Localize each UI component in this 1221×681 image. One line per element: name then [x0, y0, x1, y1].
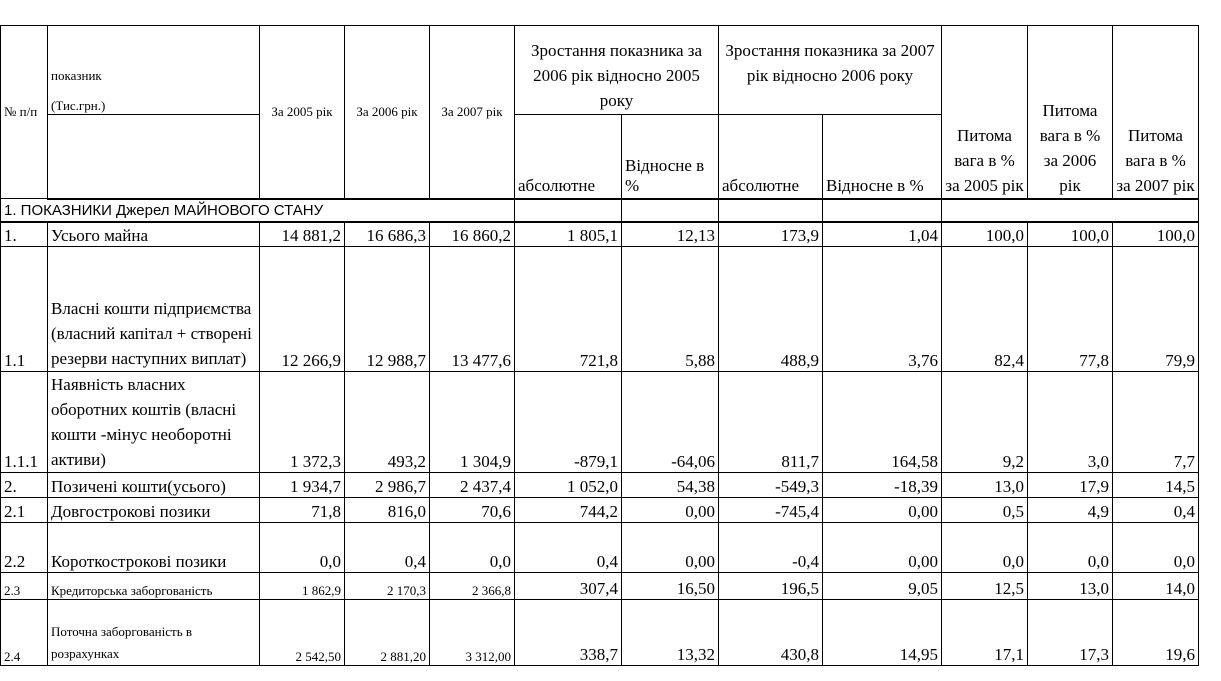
cell-rel2: 164,58 — [823, 372, 942, 473]
header-growth-2007: Зростання показника за 2007 рік відносно 2006 року — [719, 26, 942, 115]
cell-share-2006: 17,3 — [1028, 600, 1113, 666]
header-unit: (Тис.грн.) — [51, 98, 106, 113]
section-blank-rel2 — [823, 199, 942, 222]
cell-2006: 493,2 — [345, 372, 430, 473]
cell-share-2005: 17,1 — [942, 600, 1028, 666]
row-num: 2. — [1, 473, 48, 498]
cell-2005: 12 266,9 — [260, 247, 345, 372]
cell-share-2006: 17,9 — [1028, 473, 1113, 498]
cell-2006: 2 170,3 — [345, 573, 430, 600]
cell-abs2: -0,4 — [719, 523, 823, 573]
section-title: 1. ПОКАЗНИКИ Джерел МАЙНОВОГО СТАНУ — [1, 199, 515, 222]
row-num: 1. — [1, 222, 48, 247]
cell-share-2006: 4,9 — [1028, 498, 1113, 523]
cell-rel1: 54,38 — [622, 473, 719, 498]
cell-share-2007: 100,0 — [1113, 222, 1199, 247]
cell-rel1: 16,50 — [622, 573, 719, 600]
cell-share-2007: 0,0 — [1113, 523, 1199, 573]
cell-abs1: 338,7 — [515, 600, 622, 666]
cell-2007: 0,0 — [430, 523, 515, 573]
cell-share-2005: 0,5 — [942, 498, 1028, 523]
cell-2006: 12 988,7 — [345, 247, 430, 372]
cell-abs1: 744,2 — [515, 498, 622, 523]
row-name: Позичені кошти(усього) — [48, 473, 260, 498]
cell-rel1: -64,06 — [622, 372, 719, 473]
cell-rel2: 9,05 — [823, 573, 942, 600]
row-num: 1.1 — [1, 247, 48, 372]
cell-abs1: 307,4 — [515, 573, 622, 600]
cell-rel1: 0,00 — [622, 523, 719, 573]
header-growth-2006: Зростання показника за 2006 рік відносно 2005 року — [515, 26, 719, 115]
table-row — [1, 523, 1199, 573]
cell-share-2005: 0,0 — [942, 523, 1028, 573]
cell-rel2: 0,00 — [823, 498, 942, 523]
cell-2005: 1 934,7 — [260, 473, 345, 498]
cell-rel1: 0,00 — [622, 498, 719, 523]
cell-share-2005: 100,0 — [942, 222, 1028, 247]
table-row — [1, 600, 1199, 666]
row-num: 2.2 — [1, 523, 48, 573]
section-blank-rel1 — [622, 199, 719, 222]
table-row — [1, 372, 1199, 473]
cell-share-2007: 14,0 — [1113, 573, 1199, 600]
cell-rel2: 1,04 — [823, 222, 942, 247]
cell-abs2: -549,3 — [719, 473, 823, 498]
header-2006: За 2006 рік — [345, 26, 430, 199]
header-indicator-label: показник — [51, 68, 102, 83]
cell-rel1: 13,32 — [622, 600, 719, 666]
cell-2007: 13 477,6 — [430, 247, 515, 372]
header-rel-2: Відносне в % — [823, 115, 942, 199]
cell-share-2007: 7,7 — [1113, 372, 1199, 473]
header-num: № п/п — [1, 26, 48, 199]
row-num: 2.3 — [1, 573, 48, 600]
cell-share-2007: 14,5 — [1113, 473, 1199, 498]
cell-share-2005: 9,2 — [942, 372, 1028, 473]
cell-2005: 71,8 — [260, 498, 345, 523]
cell-2005: 2 542,50 — [260, 600, 345, 666]
row-name: Поточна заборгованість в розрахунках — [48, 600, 260, 666]
cell-rel2: -18,39 — [823, 473, 942, 498]
cell-abs1: 721,8 — [515, 247, 622, 372]
header-indicator-blank — [48, 115, 260, 199]
cell-share-2005: 13,0 — [942, 473, 1028, 498]
cell-2006: 0,4 — [345, 523, 430, 573]
cell-share-2006: 13,0 — [1028, 573, 1113, 600]
cell-rel1: 5,88 — [622, 247, 719, 372]
section-blank-abs1 — [515, 199, 622, 222]
cell-abs1: 1 805,1 — [515, 222, 622, 247]
header-share-2006: Питома вага в % за 2006 рік — [1028, 26, 1113, 199]
header-indicator — [48, 26, 260, 115]
cell-abs2: 430,8 — [719, 600, 823, 666]
cell-share-2006: 77,8 — [1028, 247, 1113, 372]
row-name: Короткострокові позики — [48, 523, 260, 573]
table-row — [1, 473, 1199, 498]
row-name: Кредиторська заборгованість — [48, 573, 260, 600]
table-row — [1, 498, 1199, 523]
cell-share-2007: 79,9 — [1113, 247, 1199, 372]
header-abs-1: абсолютне — [515, 115, 622, 199]
row-name: Усього майна — [48, 222, 260, 247]
cell-share-2006: 0,0 — [1028, 523, 1113, 573]
cell-abs1: 0,4 — [515, 523, 622, 573]
cell-share-2006: 100,0 — [1028, 222, 1113, 247]
header-share-2005: Питома вага в % за 2005 рік — [942, 26, 1028, 199]
table-row — [1, 247, 1199, 372]
cell-2006: 2 881,20 — [345, 600, 430, 666]
cell-2007: 1 304,9 — [430, 372, 515, 473]
cell-abs2: 196,5 — [719, 573, 823, 600]
row-name: Довгострокові позики — [48, 498, 260, 523]
cell-share-2005: 12,5 — [942, 573, 1028, 600]
row-name: Наявність власних оборотних коштів (власні кошти -мінус необоротні активи) — [48, 372, 260, 473]
cell-rel1: 12,13 — [622, 222, 719, 247]
cell-share-2006: 3,0 — [1028, 372, 1113, 473]
cell-abs1: -879,1 — [515, 372, 622, 473]
cell-abs2: 811,7 — [719, 372, 823, 473]
row-num: 2.4 — [1, 600, 48, 666]
cell-abs2: 488,9 — [719, 247, 823, 372]
cell-2005: 0,0 — [260, 523, 345, 573]
row-name: Власні кошти підприємства (власний капітал + створені резерви наступних виплат) — [48, 247, 260, 372]
row-num: 1.1.1 — [1, 372, 48, 473]
header-2005: За 2005 рік — [260, 26, 345, 199]
cell-abs2: -745,4 — [719, 498, 823, 523]
table-row — [1, 573, 1199, 600]
header-2007: За 2007 рік — [430, 26, 515, 199]
section-blank-abs2 — [719, 199, 823, 222]
cell-2007: 3 312,00 — [430, 600, 515, 666]
cell-abs1: 1 052,0 — [515, 473, 622, 498]
indicators-table — [0, 25, 1199, 666]
cell-2007: 70,6 — [430, 498, 515, 523]
cell-2005: 14 881,2 — [260, 222, 345, 247]
cell-share-2005: 82,4 — [942, 247, 1028, 372]
cell-2005: 1 862,9 — [260, 573, 345, 600]
cell-2006: 2 986,7 — [345, 473, 430, 498]
row-num: 2.1 — [1, 498, 48, 523]
header-abs-2: абсолютне — [719, 115, 823, 199]
cell-2007: 2 437,4 — [430, 473, 515, 498]
cell-rel2: 14,95 — [823, 600, 942, 666]
cell-2006: 816,0 — [345, 498, 430, 523]
cell-2007: 16 860,2 — [430, 222, 515, 247]
cell-2007: 2 366,8 — [430, 573, 515, 600]
cell-abs2: 173,9 — [719, 222, 823, 247]
cell-2005: 1 372,3 — [260, 372, 345, 473]
cell-share-2007: 0,4 — [1113, 498, 1199, 523]
cell-2006: 16 686,3 — [345, 222, 430, 247]
header-share-2007: Питома вага в % за 2007 рік — [1113, 26, 1199, 199]
section-blank-shares — [942, 199, 1199, 222]
cell-rel2: 0,00 — [823, 523, 942, 573]
header-rel-1: Відносне в % — [622, 115, 719, 199]
cell-share-2007: 19,6 — [1113, 600, 1199, 666]
table-row — [1, 222, 1199, 247]
cell-rel2: 3,76 — [823, 247, 942, 372]
